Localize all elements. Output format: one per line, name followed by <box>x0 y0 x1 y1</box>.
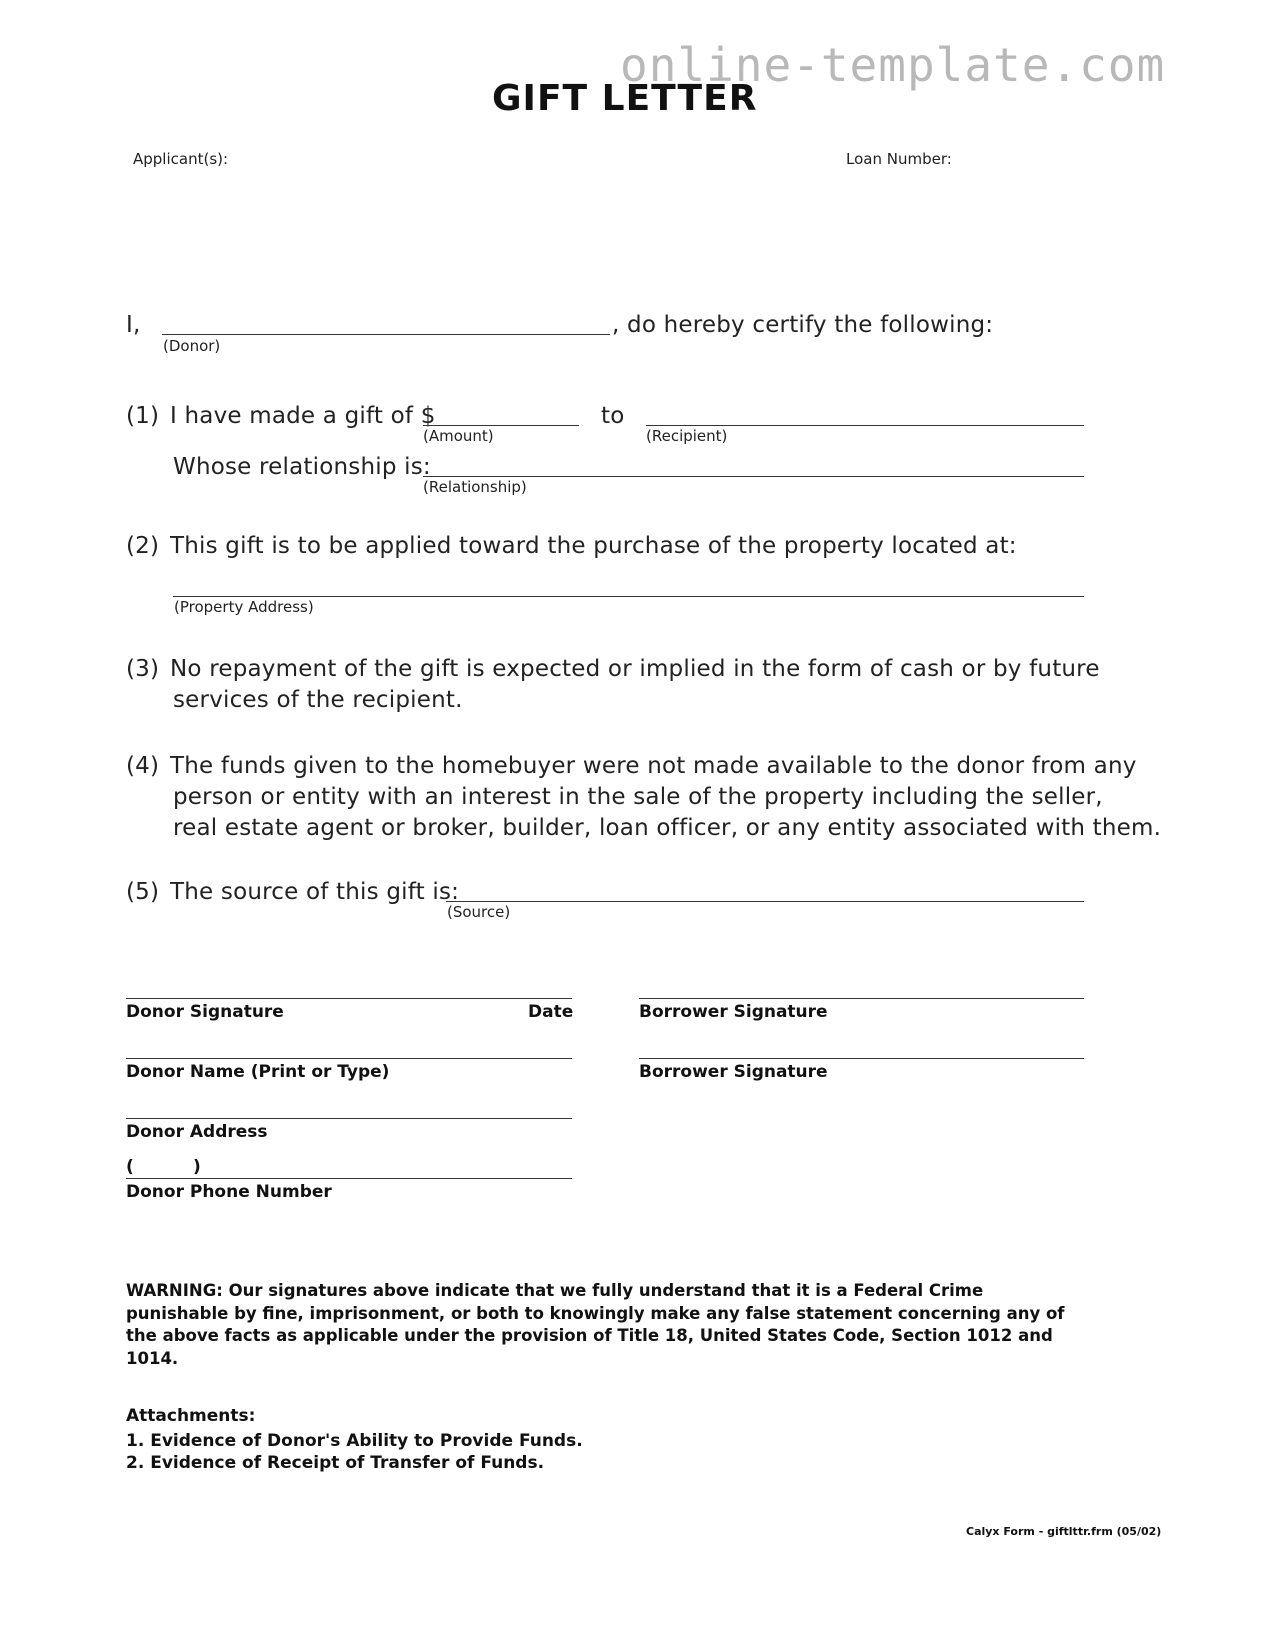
attachments-heading: Attachments: <box>126 1406 256 1426</box>
item3-line1: No repayment of the gift is expected or implied in the form of cash or by future <box>170 656 1100 682</box>
relationship-text: Whose relationship is: <box>173 454 431 480</box>
property-address-caption: (Property Address) <box>174 598 314 616</box>
donor-phone-label: Donor Phone Number <box>126 1182 332 1202</box>
loan-number-label: Loan Number: <box>846 150 952 168</box>
item3-number: (3) <box>126 656 160 682</box>
item2-text: This gift is to be applied toward the purchase of the property located at: <box>170 533 1017 559</box>
amount-caption: (Amount) <box>423 427 494 445</box>
applicants-label: Applicant(s): <box>133 150 229 168</box>
form-footer: Calyx Form - giftlttr.frm (05/02) <box>966 1525 1162 1538</box>
item3-line2: services of the recipient. <box>173 687 463 713</box>
warning-text: WARNING: Our signatures above indicate that we fully understand that it is a Federal Crime punishable by fine, imprisonment, or both to knowingly make any false statement concerning any of the above facts as applicable under the provision of Title 18, United States Code, Section 1012 and 1014. <box>126 1281 1065 1368</box>
property-address-field[interactable] <box>173 596 1084 597</box>
page-title: GIFT LETTER <box>492 78 758 119</box>
recipient-caption: (Recipient) <box>646 427 728 445</box>
item5-number: (5) <box>126 879 160 905</box>
attachment-item: 2. Evidence of Receipt of Transfer of Funds. <box>126 1453 545 1473</box>
recipient-field[interactable] <box>646 425 1084 426</box>
donor-address-line[interactable] <box>126 1118 572 1119</box>
amount-field[interactable] <box>423 425 579 426</box>
source-caption: (Source) <box>447 903 511 921</box>
donor-signature-label: Donor Signature <box>126 1002 284 1022</box>
donor-name-line[interactable] <box>126 1058 572 1059</box>
donor-address-label: Donor Address <box>126 1122 268 1142</box>
item5-text: The source of this gift is: <box>170 879 460 905</box>
attachment-item: 1. Evidence of Donor's Ability to Provide Funds. <box>126 1431 583 1451</box>
item2-number: (2) <box>126 533 160 559</box>
item1-to: to <box>601 403 625 429</box>
item1-number: (1) <box>126 403 160 429</box>
borrower-signature-line-2[interactable] <box>639 1058 1084 1059</box>
borrower-signature-label-1: Borrower Signature <box>639 1002 828 1022</box>
date-label: Date <box>528 1002 574 1022</box>
borrower-signature-line-1[interactable] <box>639 998 1084 999</box>
item1-text: I have made a gift of $ <box>170 403 436 429</box>
item4-line3: real estate agent or broker, builder, loan officer, or any entity associated with them. <box>173 815 1162 841</box>
item4-number: (4) <box>126 753 160 779</box>
source-field[interactable] <box>446 901 1084 902</box>
item4-line2: person or entity with an interest in the sale of the property including the seller, <box>173 784 1103 810</box>
certify-suffix: , do hereby certify the following: <box>612 312 994 338</box>
borrower-signature-label-2: Borrower Signature <box>639 1062 828 1082</box>
donor-signature-line[interactable] <box>126 998 572 999</box>
relationship-field[interactable] <box>423 476 1084 477</box>
watermark: online-template.com <box>620 38 1166 92</box>
relationship-caption: (Relationship) <box>423 478 527 496</box>
donor-field[interactable] <box>162 334 610 335</box>
certify-prefix: I, <box>126 312 141 338</box>
donor-phone-line[interactable] <box>126 1178 572 1179</box>
donor-name-label: Donor Name (Print or Type) <box>126 1062 390 1082</box>
phone-area-code: ( ) <box>126 1157 201 1177</box>
donor-caption: (Donor) <box>163 337 221 355</box>
item4-line1: The funds given to the homebuyer were not made available to the donor from any <box>170 753 1137 779</box>
